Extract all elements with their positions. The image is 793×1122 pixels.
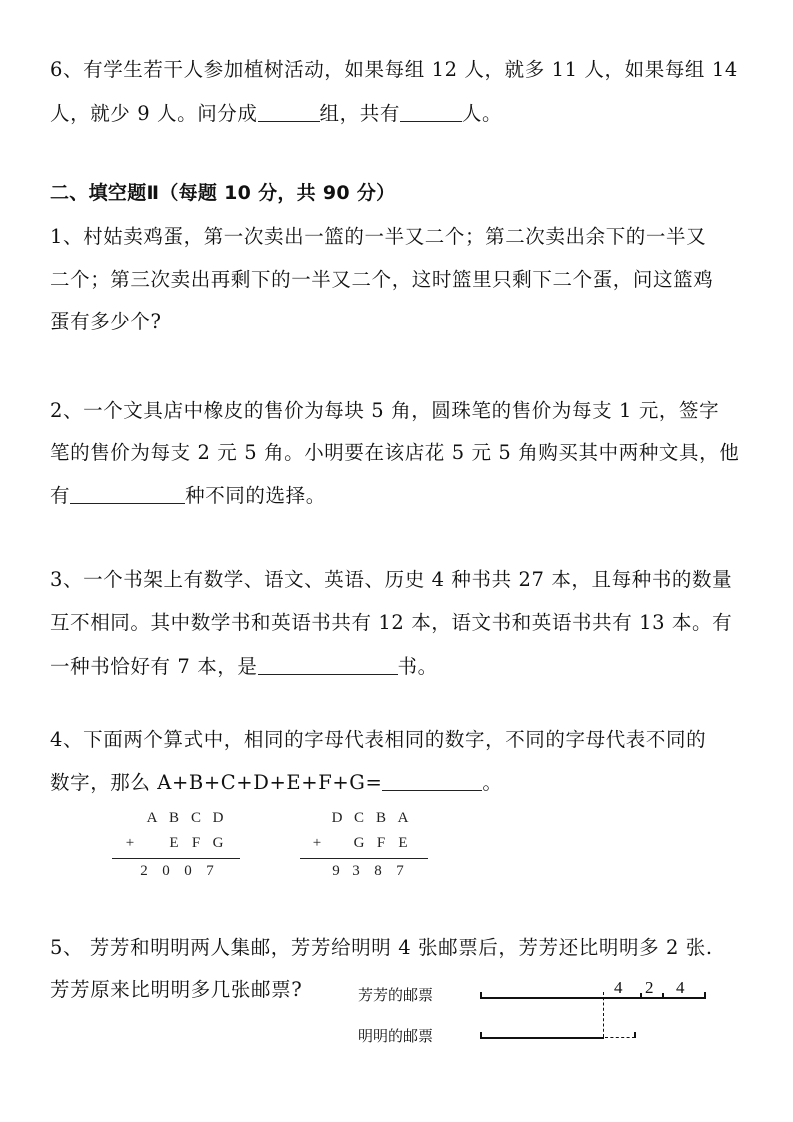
bar-end-tick [634,1032,636,1038]
digit: 7 [396,863,404,879]
digit: 0 [184,863,192,879]
digit: B [168,810,179,826]
plus-sign: + [125,835,135,851]
q6-text-b: 组，共有 [319,102,400,125]
q3-line-2: 互不相同。其中数学书和英语书共有 12 本，语文书和英语书共有 13 本。有 [50,611,733,634]
bar-end-tick [704,992,706,998]
mingming-dashed-extension [605,1037,635,1038]
q6-groups-blank[interactable] [258,101,320,122]
q6-line-2 [50,101,502,126]
digit: D [331,810,343,826]
q4-answer-blank[interactable] [382,770,482,791]
bar-end-tick [480,992,482,998]
q3-line-3 [50,654,438,679]
q1-line-2: 二个；第三次卖出再剩下的一半又二个，这时篮里只剩下二个蛋，问这篮鸡 [50,268,714,291]
mingming-stamps-label: 明明的邮票 [358,1027,434,1045]
sum-line [112,858,240,859]
digit: 2 [140,863,148,879]
q2-line-2: 笔的售价为每支 2 元 5 角。小明要在该店花 5 元 5 角购买其中两种文具，他 [50,441,740,464]
segment-value: 4 [614,978,623,997]
digit: F [376,835,386,851]
digit: F [191,835,201,851]
q1-line-1: 1、村姑卖鸡蛋，第一次卖出一篮的一半又二个；第二次卖出余下的一半又 [50,225,707,248]
sum-line [300,858,428,859]
digit: A [146,810,158,826]
mingming-bar [480,1037,604,1039]
digit: 8 [374,863,382,879]
addition-problem-1 [112,810,242,880]
plus-sign: + [312,835,322,851]
digit: A [397,810,409,826]
digit: G [212,835,224,851]
section-heading: 二、填空题Ⅱ（每题 10 分，共 90 分） [50,182,396,204]
q2-text-a: 有 [50,484,71,507]
q2-answer-blank[interactable] [70,483,185,504]
digit: 9 [332,863,340,879]
q2-text-b: 种不同的选择。 [185,484,326,507]
q1-line-3: 蛋有多少个? [50,310,162,333]
segment-value: 4 [676,978,685,997]
segment-value: 2 [645,978,654,997]
digit: 3 [352,863,360,879]
q6-people-blank[interactable] [400,101,462,122]
dashed-connector [603,992,604,1037]
q5-line-2: 芳芳原来比明明多几张邮票? [50,978,303,1001]
addition-problem-2 [300,810,430,880]
q4-text-b: 。 [482,771,503,794]
q3-line-1: 3、一个书架上有数学、语文、英语、历史 4 种书共 27 本，且每种书的数量 [50,568,733,591]
digit: G [353,835,365,851]
q3-answer-blank[interactable] [258,654,398,675]
digit: 0 [162,863,170,879]
fangfang-stamps-label: 芳芳的邮票 [358,986,434,1004]
digit: C [353,810,364,826]
bar-end-tick [480,1032,482,1038]
segment-tick [640,993,642,998]
digit: B [375,810,386,826]
q3-text-a: 一种书恰好有 7 本，是 [50,655,258,678]
q6-line-1: 6、有学生若干人参加植树活动，如果每组 12 人，就多 11 人，如果每组 14 [50,58,738,81]
fangfang-bar [480,997,706,999]
digit: C [190,810,201,826]
segment-tick [662,993,664,998]
q6-text-a: 人，就少 9 人。问分成 [50,102,258,125]
q3-text-b: 书。 [397,655,438,678]
digit: E [398,835,408,851]
q6-text-c: 人。 [461,102,503,125]
digit: 7 [206,863,214,879]
q5-line-1: 5、 芳芳和明明两人集邮，芳芳给明明 4 张邮票后，芳芳还比明明多 2 张. [50,936,713,959]
q2-line-1: 2、一个文具店中橡皮的售价为每块 5 角，圆珠笔的售价为每支 1 元，签字 [50,399,720,422]
q4-line-1: 4、下面两个算式中，相同的字母代表相同的数字，不同的字母代表不同的 [50,728,707,751]
q2-line-3 [50,483,326,508]
q4-line-2 [50,770,503,795]
digit: D [212,810,224,826]
q4-text-a: 数字，那么 A+B+C+D+E+F+G= [50,771,383,794]
digit: E [169,835,179,851]
